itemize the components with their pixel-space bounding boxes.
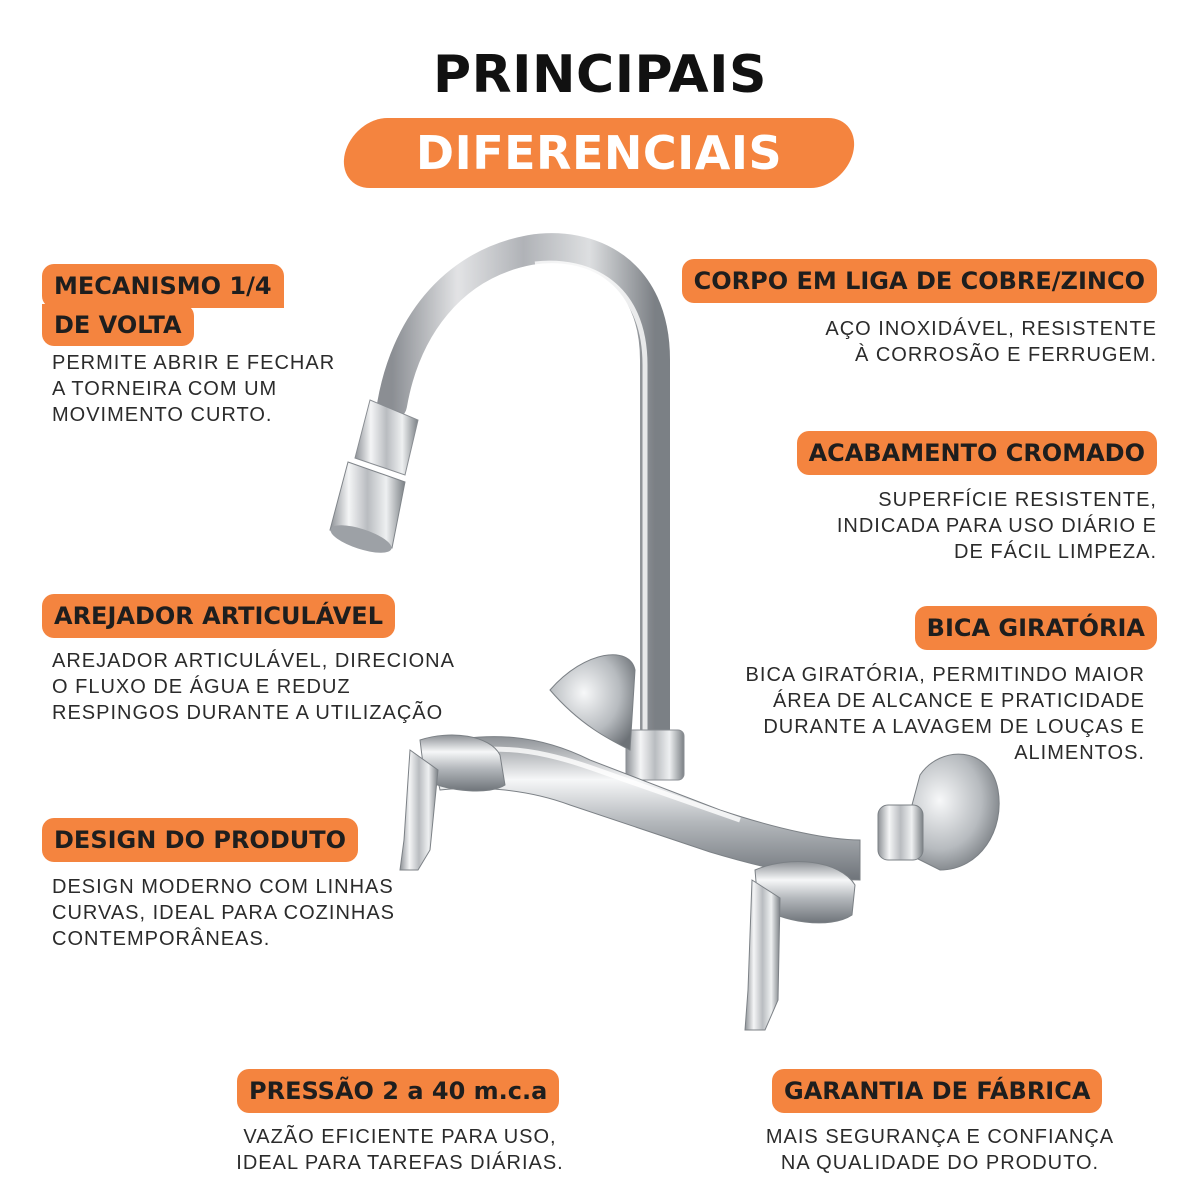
feature-garantia-title: GARANTIA DE FÁBRICA (772, 1069, 1102, 1113)
feature-garantia-desc: MAIS SEGURANÇA E CONFIANÇA NA QUALIDADE DO PRODUTO. (765, 1126, 1115, 1174)
feature-acabamento-desc: SUPERFÍCIE RESISTENTE, INDICADA PARA USO DIÁRIO E DE FÁCIL LIMPEZA. (836, 489, 1157, 563)
feature-acabamento-title: ACABAMENTO CROMADO (797, 431, 1157, 475)
feature-pressao-desc: VAZÃO EFICIENTE PARA USO, IDEAL PARA TAREFAS DIÁRIAS. (236, 1126, 564, 1174)
feature-arejador-title: AREJADOR ARTICULÁVEL (42, 594, 395, 638)
feature-bica-desc: BICA GIRATÓRIA, PERMITINDO MAIOR ÁREA DE ALCANCE E PRATICIDADE DURANTE A LAVAGEM DE LOUÇAS E ALIMENTOS. (745, 664, 1145, 764)
feature-mecanismo-title-line2: DE VOLTA (42, 304, 194, 346)
feature-bica-title: BICA GIRATÓRIA (915, 606, 1157, 650)
feature-design-title: DESIGN DO PRODUTO (42, 818, 358, 862)
feature-arejador-desc: AREJADOR ARTICULÁVEL, DIRECIONA O FLUXO DE ÁGUA E REDUZ RESPINGOS DURANTE A UTILIZAÇÃO (52, 650, 455, 724)
title-pill-label: DIFERENCIAIS (415, 126, 783, 180)
feature-corpo-title: CORPO EM LIGA DE COBRE/ZINCO (682, 259, 1157, 303)
feature-pressao-title: PRESSÃO 2 a 40 m.c.a (237, 1069, 559, 1113)
feature-design-desc: DESIGN MODERNO COM LINHAS CURVAS, IDEAL PARA COZINHAS CONTEMPORÂNEAS. (52, 876, 396, 950)
feature-mecanismo-title-line1: MECANISMO 1/4 (42, 264, 284, 308)
feature-mecanismo-desc: PERMITE ABRIR E FECHAR A TORNEIRA COM UM MOVIMENTO CURTO. (52, 352, 336, 426)
feature-corpo-desc: AÇO INOXIDÁVEL, RESISTENTE À CORROSÃO E FERRUGEM. (825, 318, 1157, 366)
page-title: PRINCIPAIS (433, 45, 767, 105)
